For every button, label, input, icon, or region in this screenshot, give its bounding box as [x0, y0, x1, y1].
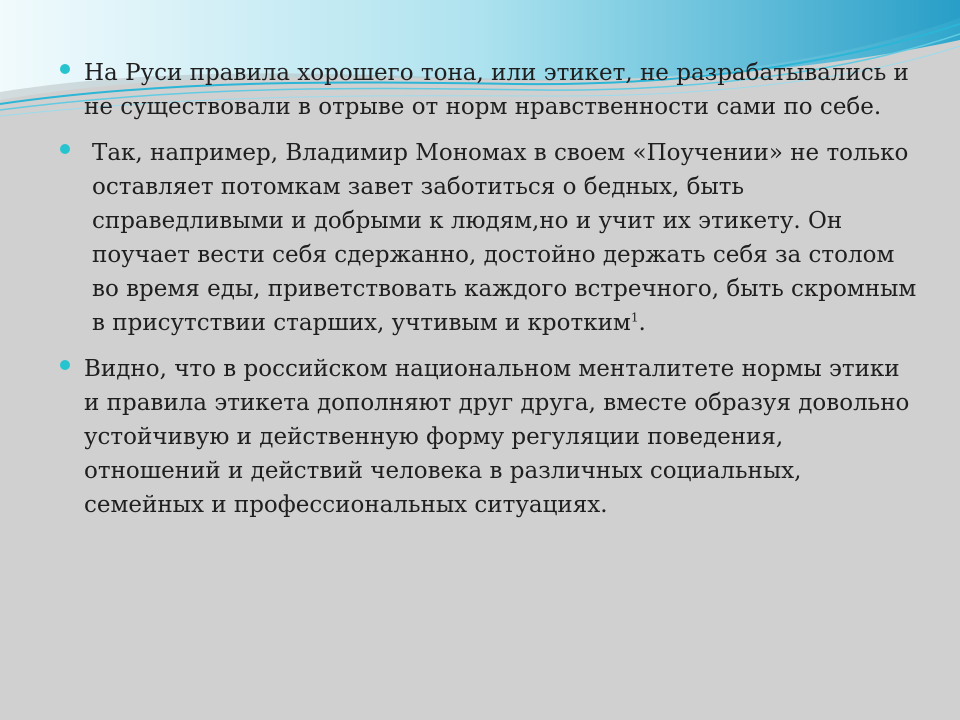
- bullet-text: Так, например, Владимир Мономах в своем «Поучении» не только оставляет потомкам завет заботиться о бедных, быть справедливыми и добрыми к людям,но и учит их этикету. Он поучает вести себя сдержанно, достойно держать себя за столом во время еды, приветствовать каждого встречного, быть скромным в присутствии старших, учтивым и кротким: [92, 140, 917, 336]
- bullet-text: На Руси правила хорошего тона, или этикет, не разрабатывались и не существовали в отрыве от норм нравственности сами по себе.: [84, 60, 909, 120]
- bullet-dot-icon: [60, 64, 70, 74]
- bullet-item: [58, 56, 918, 124]
- slide-body: [58, 56, 918, 534]
- bullet-item: [58, 136, 918, 340]
- footnote-marker: 1: [630, 310, 639, 325]
- bullet-item: [58, 352, 918, 522]
- bullet-text: Видно, что в российском национальном менталитете нормы этики и правила этикета дополняют друг друга, вместе образуя довольно устойчивую и действенную форму регуляции поведения, отношений и действий человека в различных социальных, семейных и профессиональных ситуациях.: [84, 356, 910, 518]
- bullet-dot-icon: [60, 360, 70, 370]
- bullet-dot-icon: [60, 144, 70, 154]
- bullet-trailing-punctuation: .: [638, 310, 646, 336]
